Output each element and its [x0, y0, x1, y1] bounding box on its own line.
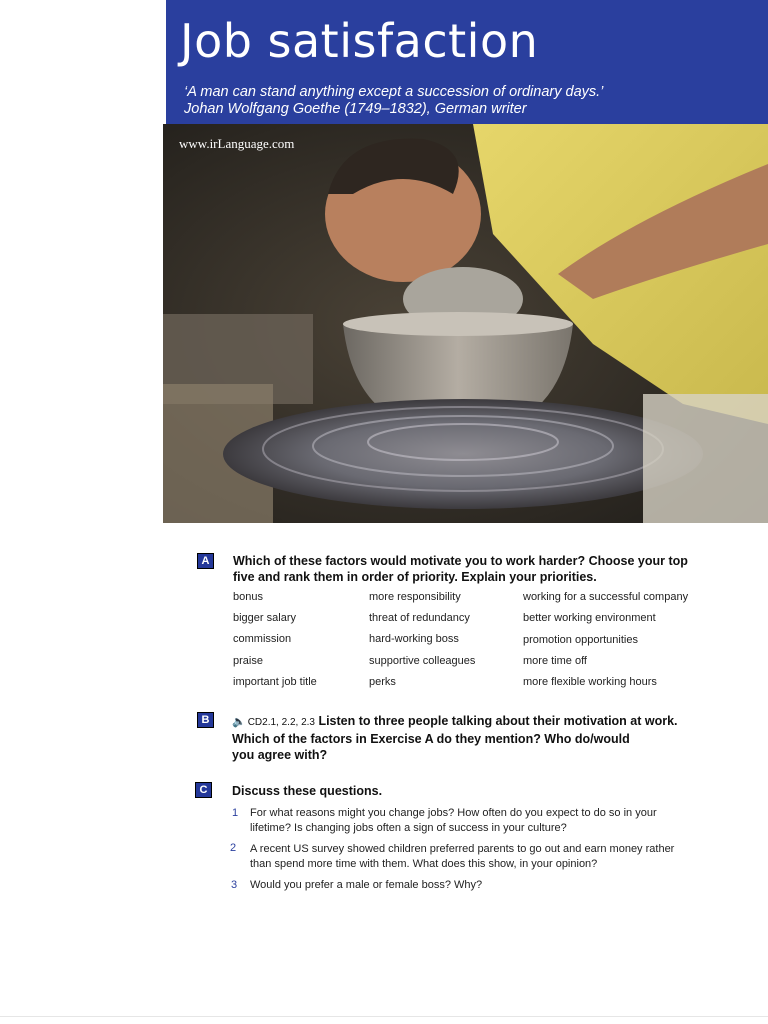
question-number: 1	[232, 807, 239, 819]
question-number: 3	[231, 879, 238, 891]
factor-item: supportive colleagues	[369, 655, 476, 667]
question-line: Would you prefer a male or female boss? Why?	[250, 879, 483, 891]
factor-item: important job title	[233, 676, 317, 688]
clay-apron	[643, 394, 768, 523]
exercise-b-badge: B	[197, 712, 214, 728]
factor-item: more responsibility	[369, 591, 461, 603]
watermark-url: www.irLanguage.com	[179, 136, 295, 151]
exercise-c-prompt: Discuss these questions.	[232, 784, 383, 798]
question-number: 2	[230, 842, 237, 854]
factor-item: working for a successful company	[523, 591, 689, 603]
factor-item: more flexible working hours	[523, 676, 657, 688]
factor-item: bonus	[233, 591, 263, 603]
factor-item: perks	[369, 676, 396, 688]
page-title: Job satisfaction	[180, 14, 539, 68]
exercise-a-prompt	[233, 553, 688, 585]
question-line: lifetime? Is changing jobs often a sign of success in your culture?	[250, 822, 567, 834]
exercise-a-prompt-line1: Which of these factors would motivate you to work harder? Choose your top	[233, 554, 688, 568]
exercise-b-prompt-line3: you agree with?	[232, 748, 328, 762]
question-item	[250, 878, 482, 893]
cd-track-reference: CD2.1, 2.2, 2.3	[247, 717, 315, 728]
potter-photo	[163, 124, 768, 523]
exercise-b-prompt-line1	[232, 713, 678, 731]
potter-illustration	[163, 124, 768, 523]
exercise-c-badge: C	[195, 782, 212, 798]
factor-item: hard-working boss	[369, 633, 459, 645]
quote-attribution: Johan Wolfgang Goethe (1749–1832), German writer	[184, 101, 527, 117]
bowl-rim	[343, 312, 573, 336]
factor-item: bigger salary	[233, 612, 296, 624]
factor-item: praise	[233, 655, 263, 667]
question-item	[250, 842, 674, 872]
factor-item: better working environment	[523, 612, 656, 624]
exercise-a-prompt-line2: five and rank them in order of priority. Explain your priorities.	[233, 570, 597, 584]
speaker-icon[interactable]: 🔈	[232, 716, 246, 728]
factor-item: commission	[233, 633, 292, 645]
question-line: than spend more time with them. What does this show, in your opinion?	[250, 858, 598, 870]
question-line: For what reasons might you change jobs? How often do you expect to do so in your	[250, 807, 657, 819]
quote-text: ‘A man can stand anything except a succession of ordinary days.’	[184, 84, 604, 100]
question-item	[250, 806, 657, 836]
page-edge	[0, 1016, 768, 1017]
exercise-b-prompt-line2: Which of the factors in Exercise A do they mention? Who do/would	[232, 732, 630, 746]
exercise-b-prompt-text1: Listen to three people talking about their motivation at work.	[318, 714, 678, 728]
exercise-b-prompt	[232, 713, 678, 763]
goethe-quote	[184, 84, 603, 118]
factor-item: more time off	[523, 655, 587, 667]
factor-item: promotion opportunities	[523, 634, 638, 646]
exercise-a-badge: A	[197, 553, 214, 569]
factor-item: threat of redundancy	[369, 612, 470, 624]
question-line: A recent US survey showed children preferred parents to go out and earn money rather	[250, 843, 675, 855]
